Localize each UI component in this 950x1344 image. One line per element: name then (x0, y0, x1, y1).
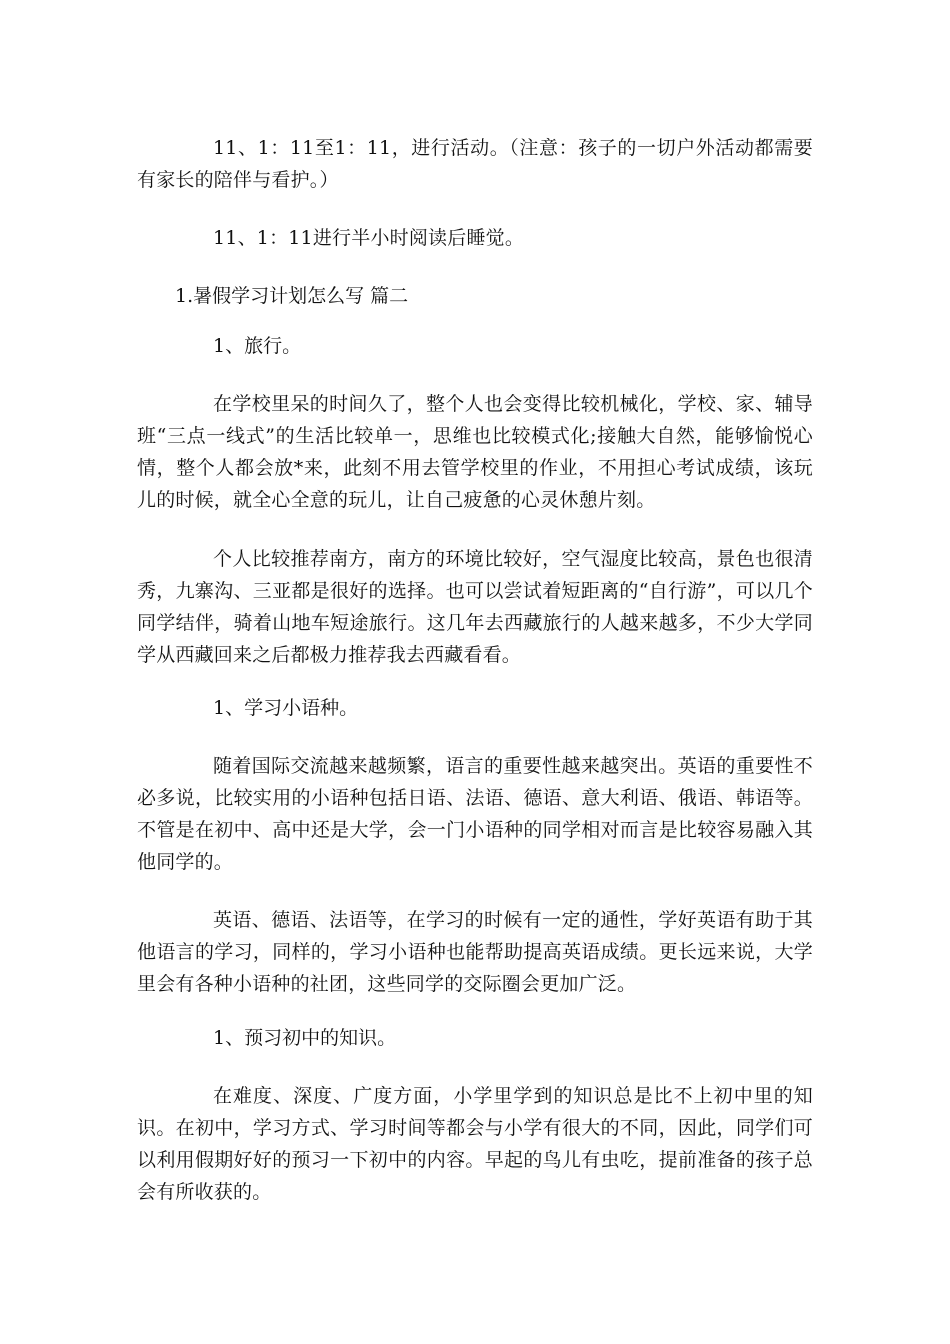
section-title: 1.暑假学习计划怎么写 篇二 (175, 285, 409, 307)
paragraph-travel-reason: 在学校里呆的时间久了，整个人也会变得比较机械化，学校、家、辅导班“三点一线式”的生活比较单一，思维也比较模式化;接触大自然，能够愉悦心情，整个人都会放*来，此刻不用去管学校里的作业，不用担心考试成绩，该玩儿的时候，就全心全意的玩儿，让自己疲惫的心灵休憩片刻。 (137, 393, 813, 511)
paragraph-language-importance: 随着国际交流越来越频繁，语言的重要性越来越突出。英语的重要性不必多说，比较实用的小语种包括日语、法语、德语、意大利语、俄语、韩语等。不管是在初中、高中还是大学，会一门小语种的同学相对而言是比较容易融入其他同学的。 (137, 755, 813, 873)
paragraph-travel-recommend: 个人比较推荐南方，南方的环境比较好，空气湿度比较高，景色也很清秀，九寨沟、三亚都是很好的选择。也可以尝试着短距离的“自行游”，可以几个同学结伴，骑着山地车短途旅行。这几年去西藏旅行的人越来越多，不少大学同学从西藏回来之后都极力推荐我去西藏看看。 (137, 548, 813, 666)
paragraph-activity-schedule: 11、1：11至1：11，进行活动。（注意：孩子的一切户外活动都需要有家长的陪伴与看护。） (137, 137, 813, 191)
item-language-heading: 1、学习小语种。 (213, 697, 359, 719)
paragraph-language-benefits: 英语、德语、法语等，在学习的时候有一定的通性，学好英语有助于其他语言的学习，同样的，学习小语种也能帮助提高英语成绩。更长远来说，大学里会有各种小语种的社团，这些同学的交际圈会更加广泛。 (137, 909, 813, 995)
item-travel-heading: 1、旅行。 (213, 335, 302, 357)
paragraph-reading-sleep: 11、1：11进行半小时阅读后睡觉。 (213, 227, 525, 249)
item-preview-heading: 1、预习初中的知识。 (213, 1027, 397, 1049)
paragraph-preview-middle-school: 在难度、深度、广度方面，小学里学到的知识总是比不上初中里的知识。在初中，学习方式、学习时间等都会与小学有很大的不同，因此，同学们可以利用假期好好的预习一下初中的内容。早起的鸟儿有虫吃，提前准备的孩子总会有所收获的。 (137, 1085, 813, 1203)
